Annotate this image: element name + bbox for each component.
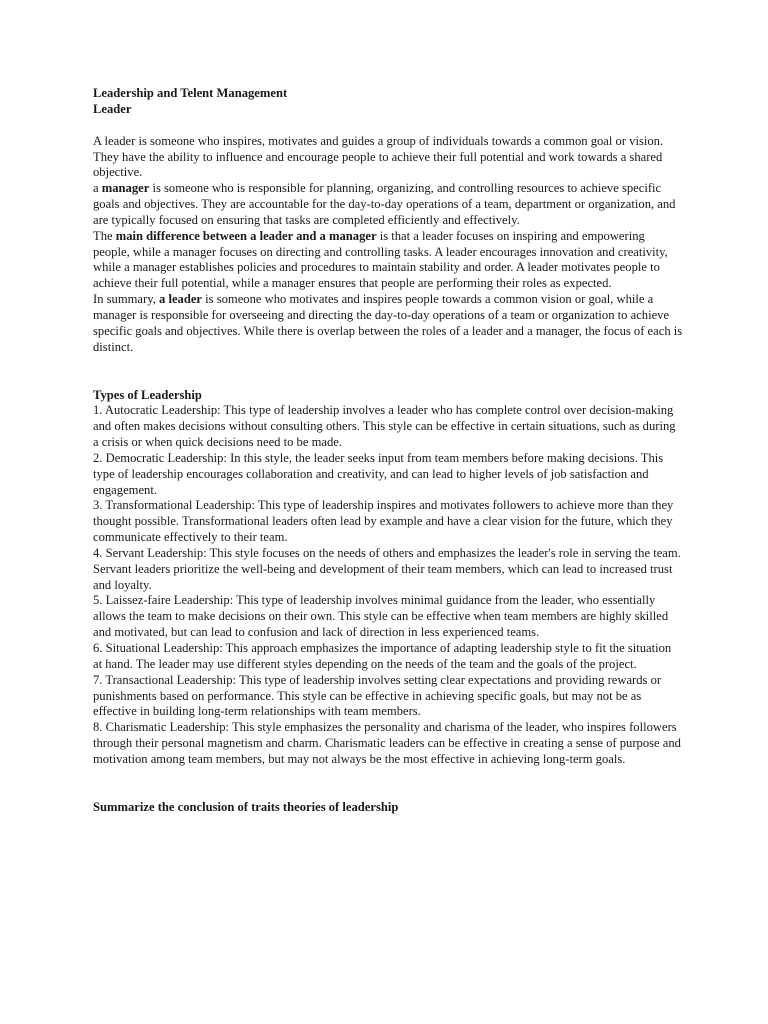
manager-text: is someone who is responsible for planning, organizing, and controlling resources to achieve specific goals and objectives. They are accountable for the day-to-day operations of a team, department or organization, and are typically focused on ensuring that tasks are completed efficiently and effectively. (93, 181, 676, 227)
summary-paragraph (93, 292, 683, 355)
document-subtitle: Leader (93, 101, 132, 116)
difference-paragraph (93, 229, 683, 292)
list-item: 3. Transformational Leadership: This type of leadership inspires and motivates followers to achieve more than they thought possible. Transformational leaders often lead by example and have a clear vision for the future, which they communicate effectively to their team. (93, 498, 674, 545)
summary-prefix: In summary, (93, 292, 159, 307)
list-item: 4. Servant Leadership: This style focuses on the needs of others and emphasizes the leader's role in serving the team. Servant leaders prioritize the well-being and development of their team members, which can lead to increased trust and loyalty. (93, 545, 681, 592)
list-item: 1. Autocratic Leadership: This type of leadership involves a leader who has complete control over decision-making and often makes decisions without consulting others. This style can be effective in certain situations, such as during a crisis or when quick decisions need to be made. (93, 403, 676, 450)
manager-prefix: a (93, 181, 102, 196)
difference-prefix: The (93, 228, 116, 243)
list-item: 5. Laissez-faire Leadership: This type of leadership involves minimal guidance from the leader, who essentially allows the team to make decisions on their own. This style can be effective when team members are highly skilled and motivated, but can lead to confusion and lack of direction in less experienced teams. (93, 593, 669, 640)
list-item: 8. Charismatic Leadership: This style emphasizes the personality and charisma of the leader, who inspires followers through their personal magnetism and charm. Charismatic leaders can be effective in creating a sense of purpose and motivation among team members, but may not always be the most effective in achieving long-term goals. (93, 720, 681, 766)
summary-term: a leader (159, 292, 203, 307)
spacer (93, 356, 683, 388)
conclusion-heading: Summarize the conclusion of traits theories of leadership (93, 799, 399, 814)
difference-term: main difference between a leader and a manager (115, 228, 377, 243)
manager-term: manager (101, 181, 150, 196)
leader-definition: A leader is someone who inspires, motivates and guides a group of individuals towards a common goal or vision. They have the ability to influence and encourage people to achieve their full potential and work towards a shared objective. (93, 133, 664, 180)
summary-text: is someone who motivates and inspires people towards a common vision or goal, while a manager is responsible for overseeing and directing the day-to-day operations of a team or organization to achieve specific goals and objectives. While there is overlap between the roles of a leader and a manager, the focus of each is distinct. (93, 292, 683, 354)
types-list (93, 403, 683, 767)
types-heading: Types of Leadership (93, 387, 202, 402)
manager-definition (93, 181, 683, 229)
list-item: 7. Transactional Leadership: This type of leadership involves setting clear expectations and providing rewards or punishments based on performance. This style can be effective in achieving specific goals, but may not be as effective in building long-term relationships with team members. (93, 672, 662, 719)
spacer (93, 768, 683, 800)
list-item: 2. Democratic Leadership: In this style, the leader seeks input from team members before making decisions. This type of leadership encourages collaboration and creativity, and can lead to higher levels of job satisfaction and engagement. (93, 450, 664, 497)
list-item: 6. Situational Leadership: This approach emphasizes the importance of adapting leadership style to fit the situation at hand. The leader may use different styles depending on the needs of the team and the goals of the project. (93, 641, 672, 671)
document-title: Leadership and Telent Management (93, 86, 288, 100)
spacer (93, 118, 683, 134)
document-page (93, 86, 683, 816)
difference-text: is that a leader focuses on inspiring and empowering people, while a manager focuses on directing and controlling tasks. A leader encourages innovation and creativity, while a manager establishes policies and procedures to maintain stability and order. A leader motivates people to achieve their full potential, while a manager ensures that people are performing their roles as expected. (93, 228, 668, 291)
